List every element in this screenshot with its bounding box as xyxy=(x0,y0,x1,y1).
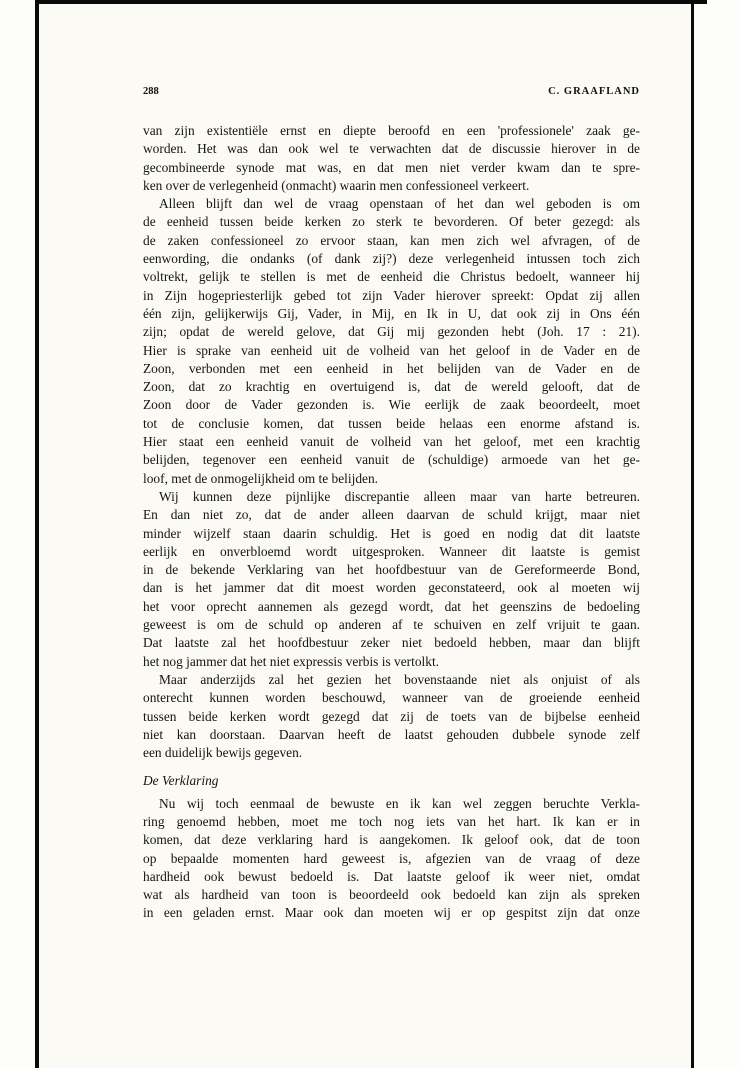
text-line: Hier staat een eenheid vanuit de volheid van het geloof, met een krachtig xyxy=(143,434,640,450)
text-line: tussen beide kerken wordt gezegd dat zij de toets van de bijbelse eenheid xyxy=(143,708,640,724)
text-line: wat als hardheid van toon is beoordeeld ook bedoeld kan zijn als spreken xyxy=(143,887,640,903)
text-line: een duidelijk bewijs gegeven. xyxy=(143,745,303,761)
text-line: dan is het jammer dat dit moest worden geconstateerd, ook al moeten wij xyxy=(143,580,640,596)
text-line: Zoon, dat zo krachtig en overtuigend is, dat de wereld gelooft, dat de xyxy=(143,379,640,395)
text-line: minder wijzelf staan daarin schuldig. Het is goed en nodig dat dit laatste xyxy=(143,525,640,541)
text-line: de zaken confessioneel zo ervoor staan, kan men zich wel afvragen, of de xyxy=(143,232,640,248)
text-line: Zoon door de Vader gezonden is. Wie eerlijk de zaak beoordeelt, moet xyxy=(143,397,640,413)
text-line: tot de conclusie komen, dat tussen beide helaas een enorme afstand is. xyxy=(143,415,640,431)
paragraph-1 xyxy=(143,122,640,195)
text-line: Alleen blijft dan wel de vraag openstaan of het dan wel geboden is om xyxy=(159,196,640,212)
text-line: hardheid ook bewust bedoeld is. Dat laatste geloof ik weer niet, omdat xyxy=(143,868,640,884)
text-line: Wij kunnen deze pijnlijke discrepantie alleen maar van harte betreuren. xyxy=(159,488,640,504)
text-line: het nog jammer dat het niet expressis verbis is vertolkt. xyxy=(143,653,440,669)
page-header xyxy=(143,86,640,102)
running-head-author: C. GRAAFLAND xyxy=(548,86,640,97)
text-line: komen, dat deze verklaring hard is aangekomen. Ik geloof ook, dat de toon xyxy=(143,832,640,848)
text-line: van zijn existentiële ernst en diepte beroofd en een 'professionele' zaak ge- xyxy=(143,123,640,138)
text-line: zijn; opdat de wereld gelove, dat Gij mij gezonden hebt (Joh. 17 : 21). xyxy=(143,324,640,340)
text-line: op bepaalde momenten hard geweest is, afgezien van de vraag of deze xyxy=(143,850,640,866)
paragraph-5 xyxy=(143,795,640,923)
text-line: gecombineerde synode mat was, en dat men niet verder kwam dan te spre- xyxy=(143,159,640,175)
text-line: worden. Het was dan ook wel te verwachten dat de discussie hierover in de xyxy=(143,141,640,157)
text-line: Hier is sprake van eenheid uit de volheid van het geloof in de Vader en de xyxy=(143,342,640,358)
page-number: 288 xyxy=(143,86,159,97)
text-line: eerlijk en onverbloemd wordt uitgesproken. Wanneer dit laatste is gemist xyxy=(143,543,640,559)
text-line: Nu wij toch eenmaal de bewuste en ik kan wel zeggen beruchte Verkla- xyxy=(159,795,640,811)
text-line: loof, met de onmogelijkheid om te belijden. xyxy=(143,470,379,486)
paragraph-3 xyxy=(143,488,640,671)
text-line: in Zijn hogepriesterlijk gebed tot zijn Vader hierover spreekt: Opdat zij allen xyxy=(143,287,640,303)
text-line: Zoon, verbonden met een eenheid in het belijden van de Vader en de xyxy=(143,360,640,376)
text-line: in de bekende Verklaring van het hoofdbestuur van de Gereformeerde Bond, xyxy=(143,562,640,578)
text-line: Dat laatste zal het hoofdbestuur zeker niet bedoeld hebben, maar dan blijft xyxy=(143,635,640,651)
text-line: belijden, tegenover een eenheid vanuit de (schuldige) armoede van het ge- xyxy=(143,452,640,468)
text-line: ken over de verlegenheid (onmacht) waarin men confessioneel verkeert. xyxy=(143,177,530,193)
text-line: geweest is om de schuld op anderen af te schuiven en zelf vrijuit te gaan. xyxy=(143,617,640,633)
text-line: de eenheid tussen beide kerken zo sterk te bevorderen. Of beter gezegd: als xyxy=(143,214,640,230)
paragraph-2 xyxy=(143,195,640,488)
paragraph-4 xyxy=(143,671,640,762)
text-line: het voor oprecht aannemen als gezegd wordt, dat het geenszins de bedoeling xyxy=(143,598,640,614)
text-line: niet kan doorstaan. Daarvan heeft de laatst gehouden dubbele synode zelf xyxy=(143,726,640,742)
text-line: onterecht kunnen worden beschouwd, wanneer van de groeiende eenheid xyxy=(143,690,640,706)
section-heading: De Verklaring xyxy=(143,773,219,789)
text-line: één zijn, gelijkerwijs Gij, Vader, in Mij, en Ik in U, dat ook zij in Ons één xyxy=(143,305,640,321)
scan-border-right xyxy=(691,0,694,1068)
text-line: in een geladen ernst. Maar ook dan moeten wij er op gespitst zijn dat onze xyxy=(143,905,640,921)
text-line: eenwording, die ondanks (of dank zij?) deze verlegenheid intussen toch zich xyxy=(143,251,640,267)
body-text xyxy=(143,122,640,923)
text-line: En dan niet zo, dat de ander alleen daarvan de schuld krijgt, maar niet xyxy=(143,507,640,523)
text-line: ring genoemd hebben, moet me toch nog iets van het hart. Ik kan er in xyxy=(143,813,640,829)
text-line: Maar anderzijds zal het gezien het bovenstaande niet als onjuist of als xyxy=(159,671,640,687)
text-line: voltrekt, gelijk te stellen is met de eenheid die Christus bedoelt, wanneer hij xyxy=(143,269,640,285)
